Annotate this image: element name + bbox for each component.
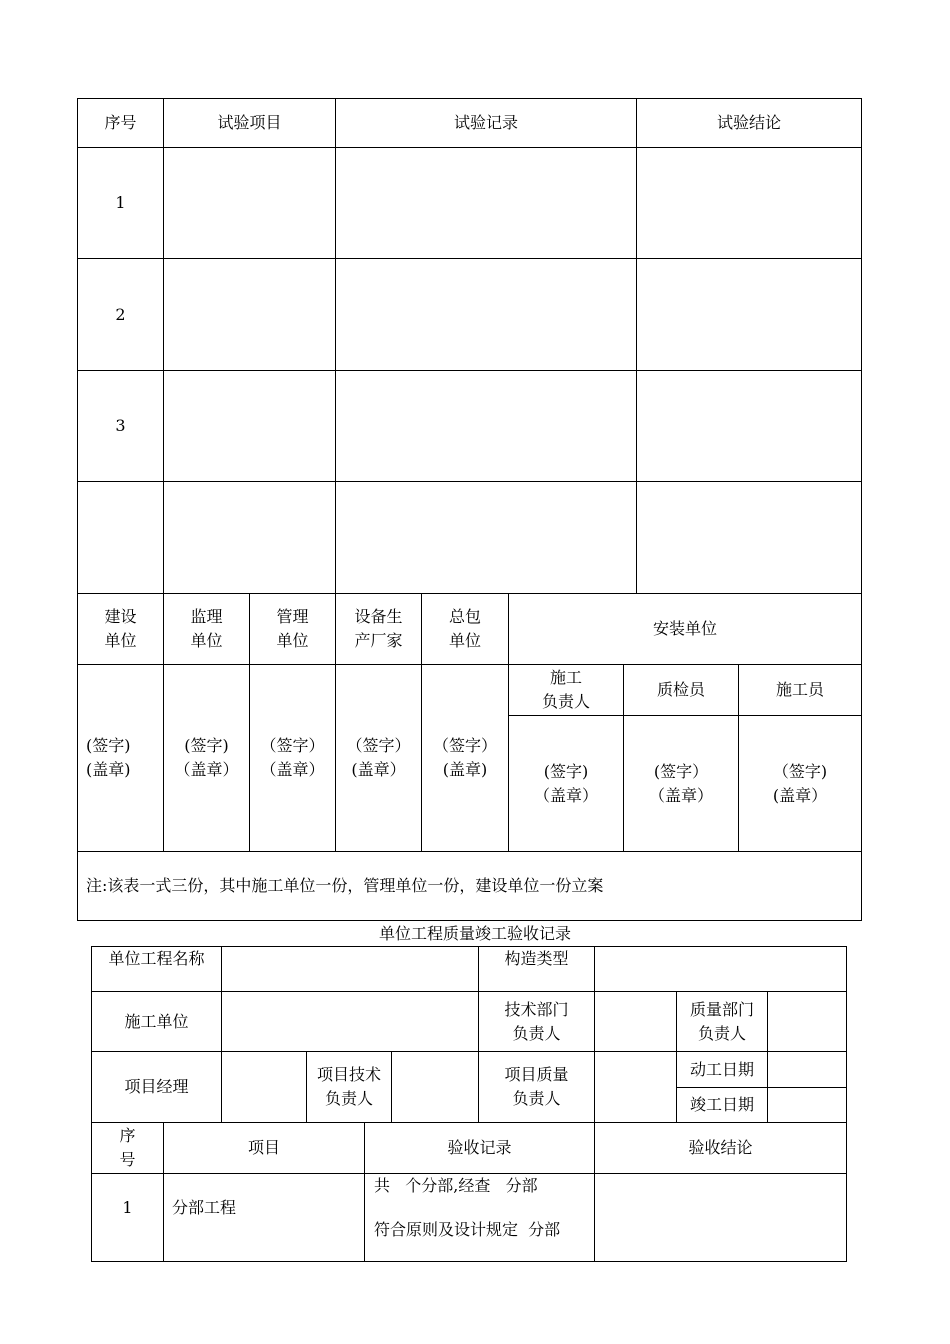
sign-inspector: (签字） （盖章） [648, 761, 713, 805]
project-quality-head-label: 项目质量 负责人 [504, 1065, 569, 1108]
acceptance-record-title: 单位工程质量竣工验收记录 [378, 924, 571, 943]
row1-item: 分部工程 [172, 1198, 237, 1217]
management-unit-label: 管理 单位 [276, 607, 309, 650]
project-manager-label: 项目经理 [124, 1077, 189, 1096]
sign-supervision-unit: (签字) （盖章） [174, 736, 239, 779]
construction-unit-label: 建设 单位 [104, 607, 137, 650]
site-manager-label: 施工 负责人 [541, 668, 590, 711]
col-conclusion-header: 验收结论 [688, 1138, 753, 1157]
supervision-unit-label: 监理 单位 [190, 607, 223, 650]
equipment-maker-label: 设备生 产厂家 [354, 607, 403, 650]
col-seq-header: 序 号 [119, 1126, 136, 1169]
project-name-label: 单位工程名称 [108, 949, 205, 968]
contractor-label: 施工单位 [124, 1011, 189, 1031]
table-note: 注:该表一式三份，其中施工单位一份，管理单位一份，建设单位一份立案 [86, 876, 604, 895]
tech-head-label: 技术部门 负责人 [504, 999, 569, 1043]
header-test-item: 试验项目 [217, 113, 282, 132]
row1-record-line2: 符合原则及设计规定 分部 [374, 1220, 561, 1239]
installation-unit-label: 安装单位 [652, 619, 717, 638]
sign-equipment-maker: （签字） (盖章） [346, 736, 411, 779]
row-seq-1: 1 [115, 193, 126, 212]
structure-type-label: 构造类型 [504, 949, 569, 968]
general-contractor-label: 总包 单位 [448, 607, 481, 650]
row1-record-line1: 共 个分部,经查 分部 [374, 1176, 538, 1195]
quality-head-label: 质量部门 负责人 [689, 999, 754, 1043]
col-item-header: 项目 [247, 1138, 280, 1157]
inspector-label: 质检员 [656, 680, 705, 699]
sign-site-manager: (签字) （盖章） [533, 761, 598, 805]
start-date-label: 动工日期 [689, 1059, 754, 1079]
end-date-label: 竣工日期 [689, 1095, 754, 1114]
sign-general-contractor: （签字） (盖章) [432, 736, 497, 779]
row-seq-2: 2 [115, 304, 126, 324]
row-seq-3: 3 [115, 416, 126, 435]
header-seq: 序号 [104, 113, 137, 132]
col-record-header: 验收记录 [447, 1138, 512, 1157]
sign-worker: （签字) (盖章） [772, 761, 828, 805]
sign-management-unit: （签字） （盖章） [260, 736, 325, 779]
row1-seq: 1 [122, 1198, 133, 1217]
sign-construction-unit: (签字) (盖章) [86, 736, 131, 779]
project-tech-head-label: 项目技术 负责人 [316, 1065, 381, 1108]
header-test-record: 试验记录 [453, 113, 518, 132]
worker-label: 施工员 [775, 680, 824, 699]
row-seq-4 [78, 482, 163, 593]
header-test-conclusion: 试验结论 [716, 113, 781, 132]
